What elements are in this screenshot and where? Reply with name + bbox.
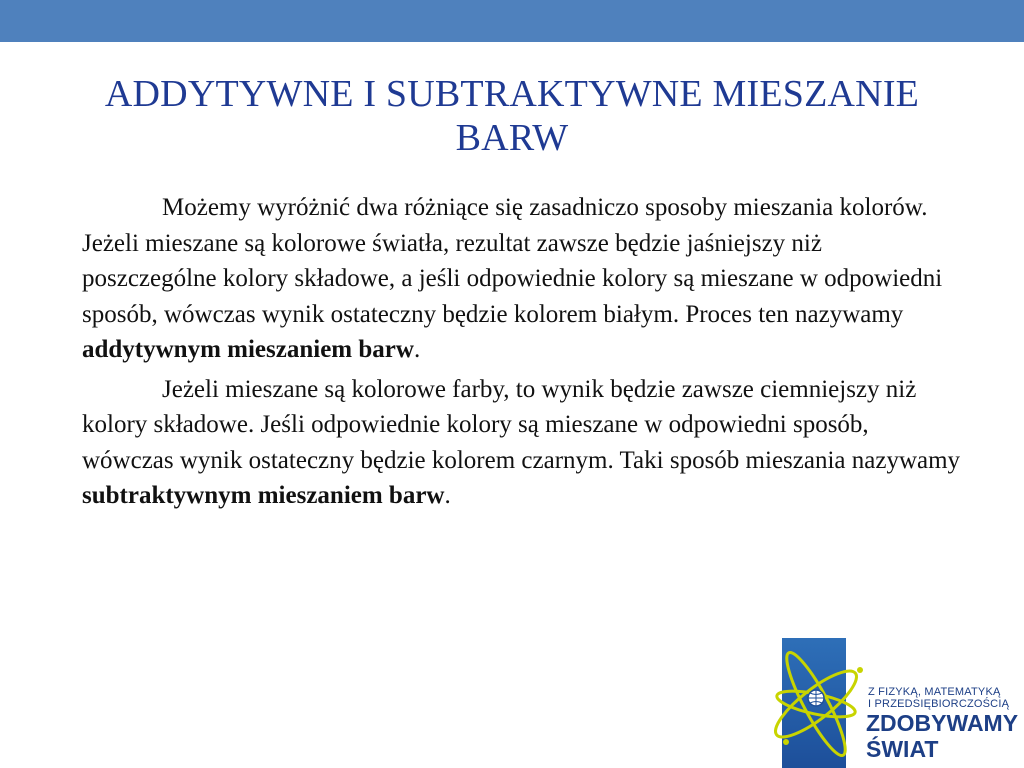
slide-body [82,190,962,518]
slide-title-line1: ADDYTYWNE I SUBTRAKTYWNE MIESZANIE [104,73,920,115]
term-subtractive-mixing: subtraktywnym mieszaniem barw [82,482,445,509]
logo-tagline-line2: I PRZEDSIĘBIORCZOŚCIĄ [868,698,1010,710]
logo-tagline [868,686,1024,710]
project-logo [768,622,1024,768]
paragraph-subtractive [82,372,962,514]
paragraph-subtractive-end: . [444,482,451,509]
paragraph-additive-text: Możemy wyróżnić dwa różniące się zasadniczo sposoby mieszania kolorów. Jeżeli mieszane są kolorowe światła, rezultat zawsze będzie jaśniejszy niż poszczególne kolory składowe, a jeśli odpowiednie kolory są mieszane w odpowiedni sposób, wówczas wynik ostateczny będzie kolorem białym. Proces ten nazywamy [82,194,943,328]
paragraph-additive-end: . [413,336,421,363]
paragraph-subtractive-text: Jeżeli mieszane są kolorowe farby, to wynik będzie zawsze ciemniejszy niż kolory składowe. Jeśli odpowiednie kolory są mieszane w odpowiedni sposób, wówczas wynik ostateczny będzie kolorem czarnym. Taki sposób mieszania nazywamy [82,375,961,474]
top-accent-bar [0,0,1024,42]
term-additive-mixing: addytywnym mieszaniem barw [82,336,414,363]
logo-wordmark-line1: ZDOBYWAMY [866,710,1019,736]
slide-title [40,72,984,160]
slide-title-line2: BARW [455,117,569,159]
logo-tagline-line1: Z FIZYKĄ, MATEMATYKĄ [868,686,1001,698]
paragraph-additive [82,190,962,368]
logo-wordmark [866,710,1024,762]
logo-wordmark-line2: ŚWIAT [866,736,939,762]
